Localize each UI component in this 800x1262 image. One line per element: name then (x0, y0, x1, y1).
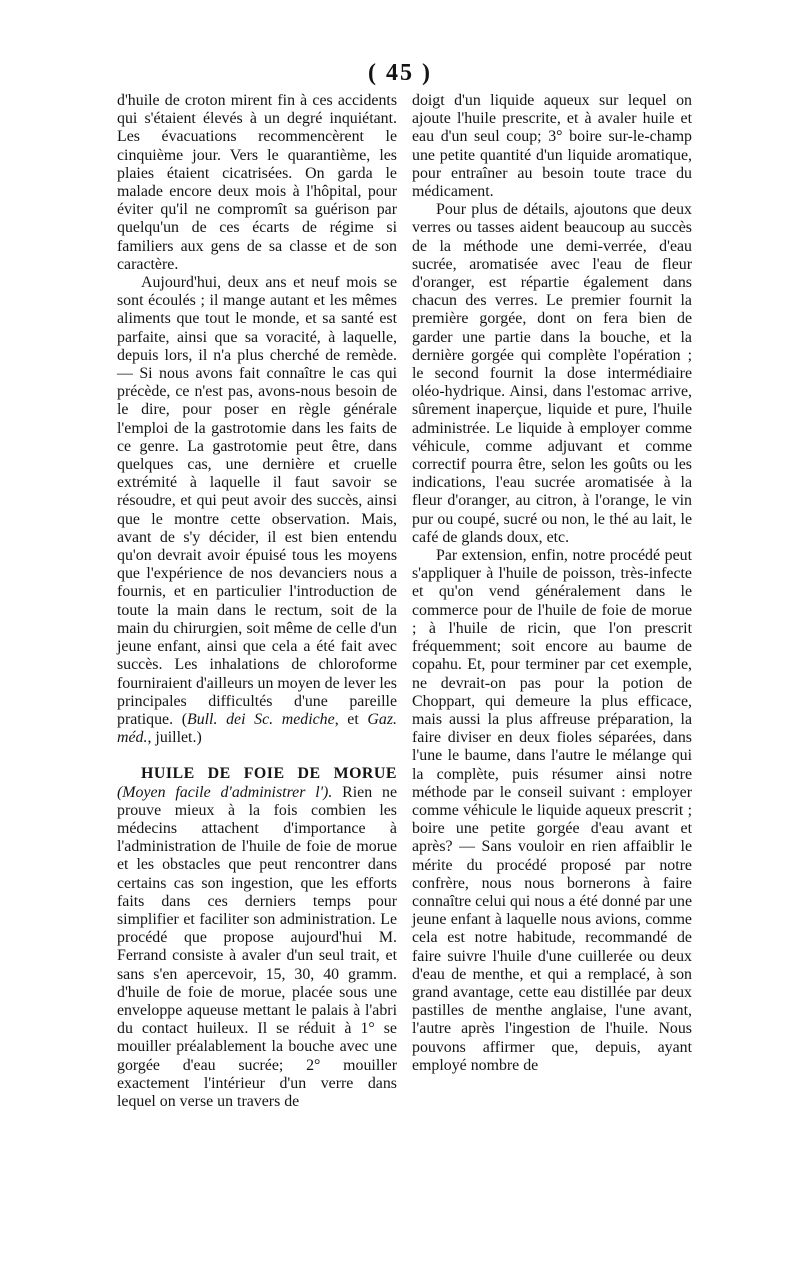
section-paragraph (117, 765, 397, 1111)
section-heading: HUILE DE FOIE DE MORUE (141, 765, 397, 783)
paragraph-text: Aujourd'hui, deux ans et neuf mois se sont écoulés ; il mange autant et les mêmes aliments que tout le monde, et sa santé est parfaite, ainsi que sa voracité, à laquelle, depuis lors, il n'a plus cherché de remède. — Si nous avons fait connaître le cas qui précède, ce n'est pas, avons-nous besoin de le dire, pour poser en règle générale l'emploi de la gastrotomie dans les faits de ce genre. La gastrotomie peut être, dans quelques cas, une dernière et cruelle extrémité à laquelle il faut savoir se résoudre, et qui peut avoir des succès, ainsi que le montre cette observation. Mais, avant de s'y décider, il est bien entendu qu'on devrait avoir épuisé tous les moyens que l'expérience de nos devanciers nous a fournis, et en particulier l'introduction de toute la main dans le rectum, soit de la main du chirurgien, soit même de celle d'un jeune enfant, ainsi que cela a été fait avec succès. Les inhalations de chloroforme fourniraient d'ailleurs un moyen de lever les principales difficultés d'une pareille pratique. (117, 274, 397, 728)
source-journal: Bull. dei Sc. mediche (186, 710, 335, 728)
source-close: , juillet.) (147, 729, 202, 747)
source-open: ( (181, 710, 187, 728)
section-gap (117, 747, 397, 765)
paragraph: d'huile de croton mirent fin à ces accidents qui s'étaient élevés à un degré inquiétant. Les évacuations recommencèrent le cinquième jour. Vers le quarantième, les plaies étaient cicatrisées. On garda le malade encore deux mois à l'hôpital, pour éviter qu'il ne compromît sa guérison par quelqu'un de ces écarts de régime si familiers aux gens de sa classe et de son caractère. (117, 92, 397, 273)
paragraph: Pour plus de détails, ajoutons que deux verres ou tasses aident beaucoup au succès de la méthode une demi-verrée, d'eau sucrée, aromatisée avec l'eau de fleur d'oranger, est répartie également dans chacun des verres. Le premier fournit la première gorgée, dont on fera bien de garder une partie dans la bouche, et la dernière gorgée qui complète l'opération ; le second fournit la dose intermédiaire oléo-hydrique. Ainsi, dans l'estomac arrive, sûrement inaperçue, liquide et pure, l'huile administrée. Le liquide à employer comme véhicule, comme adjuvant et comme correctif pourra être, selon les goûts ou les indications, l'eau sucrée aromatisée à la fleur d'oranger, au citron, à l'orange, le vin pur ou coupé, sucré ou non, le thé au lait, le café de glands doux, etc. (412, 201, 692, 546)
paragraph: Par extension, enfin, notre procédé peut s'appliquer à l'huile de poisson, très-infecte et qu'on vend généralement dans le commerce pour de l'huile de foie de morue ; à l'huile de ricin, que l'on prescrit fréquemment; soit encore au baume de copahu. Et, pour terminer par cet exemple, ne devrait-on pas pour la potion de Choppart, qui demeure la plus efficace, mais aussi la plus affreuse préparation, la faire diviser en deux fioles séparées, dans l'une le baume, dans l'autre le mélange qui la complète, puis résumer ainsi notre méthode par le conseil suivant : employer comme véhicule le liquide aqueux prescrit ; boire une petite gorgée d'eau avant et après? — Sans vouloir en rien affaiblir le mérite du procédé proposé par notre confrère, nous nous bornerons à faire connaître celui qui nous a été donné par une jeune enfant à laquelle nous avions, comme cela est notre habitude, recommandé de faire suivre l'huile d'une cuillerée ou deux d'eau de menthe, et qui a remplacé, à son grand avantage, cette eau distillée par deux pastilles de menthe anglaise, l'une avant, l'autre après l'ingestion de l'huile. Nous pouvons affirmer que, depuis, ayant employé nombre de (412, 547, 692, 1074)
source-separator: , et (334, 710, 368, 728)
paragraph: doigt d'un liquide aqueux sur lequel on ajoute l'huile prescrite, et à avaler huile et eau d'un seul coup; 3° boire sur-le-champ une petite quantité d'un liquide aromatique, pour entraîner au besoin toute trace du médicament. (412, 92, 692, 201)
page-number: ( 45 ) (368, 60, 432, 86)
section-subheading: (Moyen facile d'administrer l'). (117, 783, 333, 801)
paragraph (117, 274, 397, 747)
paragraph-text: Rien ne prouve mieux à la fois combien les médecins attachent d'importance à l'administration de l'huile de foie de morue et les obstacles que peut rencontrer dans certains cas son ingestion, que les efforts faits dans ces derniers temps pour simplifier et faciliter son administration. Le procédé que propose aujourd'hui M. Ferrand consiste à avaler d'un seul trait, et sans s'en apercevoir, 15, 30, 40 gramm. d'huile de foie de morue, placée sous une enveloppe aqueuse mettant le palais à l'abri du contact huileux. Il se réduit à 1° se mouiller préalablement la bouche avec une gorgée d'eau sucrée; 2° mouiller exactement l'intérieur d'un verre dans lequel on verse un travers de (117, 783, 397, 1110)
left-column (117, 92, 397, 1111)
source-journal: Gaz. méd. (117, 710, 397, 747)
right-column (412, 92, 692, 1075)
